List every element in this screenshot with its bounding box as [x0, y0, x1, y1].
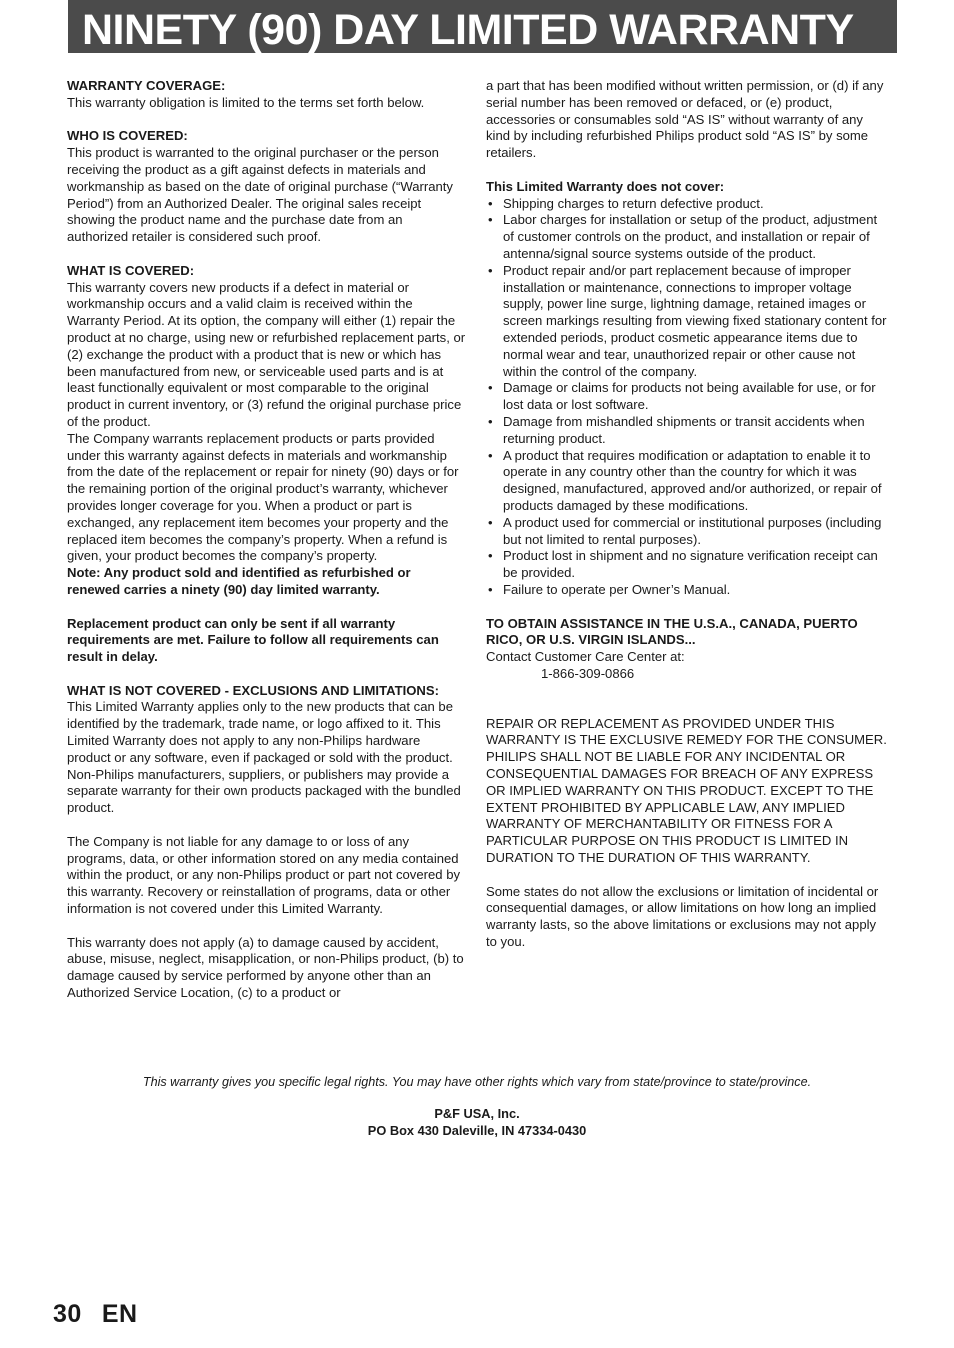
not-cover-heading: This Limited Warranty does not cover: [486, 178, 725, 194]
assistance-heading: TO OBTAIN ASSISTANCE IN THE U.S.A., CANADA, PUERTO RICO, OR U.S. VIRGIN ISLANDS... [486, 615, 858, 648]
warranty-coverage-text: This warranty obligation is limited to the terms set forth below. [67, 94, 425, 110]
company-name: P&F USA, Inc. [434, 1106, 520, 1121]
page-title: NINETY (90) DAY LIMITED WARRANTY [82, 6, 854, 54]
company-address-block [0, 1105, 954, 1139]
disclaimer-text: REPAIR OR REPLACEMENT AS PROVIDED UNDER THIS WARRANTY IS THE EXCLUSIVE REMEDY FOR THE CONSUMER. PHILIPS SHALL NOT BE LIABLE FOR ANY INCIDENTAL OR CONSEQUENTIAL DAMAGES FOR BREACH OF ANY EXPRESS OR IMPLIED WARRANTY ON THIS PRODUCT. EXCEPT TO THE EXTENT PROHIBITED BY APPLICABLE LAW, ANY IMPLIED WARRANTY OF MERCHANTABILITY OR FITNESS FOR A PARTICULAR PURPOSE ON THIS PRODUCT IS LIMITED IN DURATION TO THE DURATION OF THIS WARRANTY. [486, 715, 887, 866]
exclusions-text-2: The Company is not liable for any damage to or loss of any programs, data, or other information stored on any media contained within the product, or any non-Philips product or part not covered by this warranty. Recovery or reinstallation of programs, data or other information is not covered under this Limited Warranty. [67, 833, 461, 917]
left-column [67, 78, 467, 1002]
what-is-covered-heading: WHAT IS COVERED: [67, 262, 195, 278]
right-column [486, 78, 888, 968]
list-item: • Failure to operate per Owner’s Manual. [486, 582, 888, 599]
who-is-covered-text: This product is warranted to the original purchaser or the person receiving the product as a gift against defects in materials and workmanship as based on the date of original purchase (“Warranty Period”) from an Authorized Dealer. The original sales receipt showing the product name and the purchase date from an authorized retailer is considered such proof. [67, 145, 453, 245]
list-item: • Product lost in shipment and no signature verification receipt can be provided. [486, 548, 888, 582]
warranty-coverage-heading: WARRANTY COVERAGE: [67, 78, 226, 93]
exclusions-text-1: This Limited Warranty applies only to the new products that can be identified by the trademark, trade name, or logo affixed to it. This Limited Warranty does not apply to any non-Philips hardware product or any software, even if packaged or sold with the product. Non-Philips manufacturers, suppliers, or publishers may provide a separate warranty for their own products packaged with the bundled product. [67, 699, 461, 816]
phone-number: 1-866-309-0866 [541, 665, 635, 681]
list-item: • A product that requires modification or adaptation to enable it to operate in any country other than the country for which it was designed, manufactured, approved and/or authorized, or repair of products damaged by these modifications. [486, 448, 888, 515]
title-banner [68, 0, 897, 53]
list-item: • A product used for commercial or institutional purposes (including but not limited to rental purposes). [486, 515, 888, 549]
language-code: EN [101, 1300, 138, 1328]
replacement-requirements: Replacement product can only be sent if all warranty requirements are met. Failure to follow all requirements can result in delay. [67, 615, 439, 665]
what-is-covered-text-1: This warranty covers new products if a defect in material or workmanship occurs and a valid claim is received within the Warranty Period. At its option, the company will either (1) repair the product at no charge, using new or refurbished replacement parts, or (2) exchange the product with a product that is new or which has been manufactured from new, or serviceable used parts and is at least functionally equivalent or most comparable to the original product in current inventory, or (3) refund the original purchase price of the product. [67, 279, 466, 429]
page-number: 30 [53, 1300, 82, 1328]
exclusions-text-3: This warranty does not apply (a) to damage caused by accident, abuse, misuse, neglect, misapplication, or non-Philips product, (b) to damage caused by service performed by anyone other than an Authorized Service Location, (c) to a product or [67, 934, 464, 1001]
exclusions-heading: WHAT IS NOT COVERED - EXCLUSIONS AND LIMITATIONS: [67, 682, 439, 698]
refurbished-note: Note: Any product sold and identified as refurbished or renewed carries a ninety (90) day limited warranty. [67, 565, 411, 597]
not-cover-list [486, 196, 888, 599]
list-item: • Damage or claims for products not being available for use, or for lost data or lost software. [486, 380, 888, 414]
exclusions-continued: a part that has been modified without written permission, or (d) if any serial number has been removed or defaced, or (e) product, accessories or consumables sold “AS IS” without warranty of any kind by including refurbished Philips product sold “AS IS” by some retailers. [486, 78, 884, 161]
page-footer [53, 1300, 158, 1329]
who-is-covered-heading: WHO IS COVERED: [67, 128, 188, 144]
legal-rights-note: This warranty gives you specific legal rights. You may have other rights which vary from state/province to state/province. [142, 1075, 812, 1089]
list-item: • Damage from mishandled shipments or transit accidents when returning product. [486, 414, 888, 448]
state-rights-text: Some states do not allow the exclusions or limitation of incidental or consequential damages, or allow limitations on how long an implied warranty lasts, so the above limitations or exclusions may not apply to you. [486, 883, 879, 950]
list-item: • Labor charges for installation or setup of the product, adjustment of customer controls on the product, and installation or repair of antenna/signal source systems outside of the product. [486, 212, 888, 262]
list-item: • Product repair and/or part replacement because of improper installation or maintenance, connections to improper voltage supply, power line surge, lightning damage, retained images or screen markings resulting from viewing fixed stationary content for extended periods, product cosmetic appearance items due to normal wear and tear, unauthorized repair or other cause not within the control of the company. [486, 263, 888, 381]
contact-label: Contact Customer Care Center at: [486, 649, 685, 665]
what-is-covered-text-2: The Company warrants replacement products or parts provided under this warranty against defects in materials and workmanship from the date of the replacement or repair for ninety (90) days or for the remaining portion of the original product’s warranty, whichever provides longer coverage for you. When a product or part is exchanged, any replacement item becomes your property and the replaced item becomes the company’s property. When a refund is given, your product becomes the company’s property. [67, 430, 459, 564]
company-address: PO Box 430 Daleville, IN 47334-0430 [367, 1123, 587, 1138]
list-item: • Shipping charges to return defective product. [486, 196, 888, 213]
